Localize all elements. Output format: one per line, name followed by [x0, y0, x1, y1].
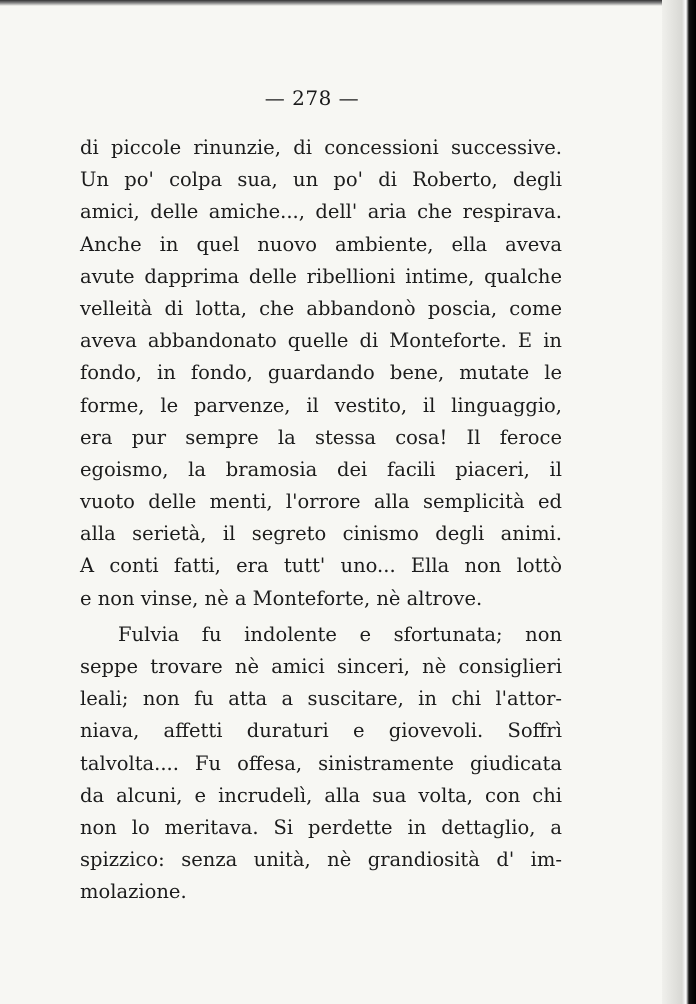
text-line: vuoto delle menti, l'orrore alla semplicità ed [80, 490, 562, 514]
text-line: leali; non fu atta a suscitare, in chi l'attor- [80, 687, 562, 711]
page-number-header: — 278 — [264, 86, 360, 110]
text-line: velleità di lotta, che abbandonò poscia, come [80, 296, 562, 320]
text-line: Anche in quel nuovo ambiente, ella aveva [80, 232, 562, 256]
text-line: fondo, in fondo, guardando bene, mutate le [80, 361, 562, 385]
page-top-edge [0, 0, 696, 6]
text-line: seppe trovare nè amici sinceri, nè consiglieri [80, 655, 562, 678]
text-line: da alcuni, e incrudelì, alla sua volta, con chi [80, 783, 562, 807]
text-line: amici, delle amiche..., dell' aria che respirava. [80, 200, 562, 224]
text-line: A conti fatti, era tutt' uno... Ella non lottò [80, 554, 562, 578]
text-line: egoismo, la bramosia dei facili piaceri, il [80, 457, 562, 481]
paragraph-2 [80, 619, 562, 909]
book-spine-shadow [662, 0, 696, 1004]
text-line: e non vinse, nè a Monteforte, nè altrove. [80, 586, 483, 610]
text-line: molazione. [80, 880, 187, 904]
body-text [80, 132, 562, 909]
text-line: alla serietà, il segreto cinismo degli animi. [80, 522, 562, 546]
text-line: di piccole rinunzie, di concessioni successive. [80, 136, 562, 159]
text-line: avute dapprima delle ribellioni intime, qualche [80, 264, 562, 288]
text-line: talvolta.... Fu offesa, sinistramente giudicata [80, 751, 562, 775]
paragraph-1 [80, 132, 562, 615]
text-line: Fulvia fu indolente e sfortunata; non [118, 622, 562, 646]
text-line: aveva abbandonato quelle di Monteforte. E in [80, 329, 562, 353]
text-line: era pur sempre la stessa cosa! Il feroce [80, 425, 562, 449]
text-line: non lo meritava. Si perdette in dettaglio, a [80, 815, 562, 839]
text-line: Un po' colpa sua, un po' di Roberto, degli [80, 168, 562, 192]
text-line: niava, affetti duraturi e giovevoli. Soffrì [80, 719, 562, 743]
text-line: spizzico: senza unità, nè grandiosità d' im- [80, 848, 562, 872]
text-line: forme, le parvenze, il vestito, il linguaggio, [80, 393, 562, 417]
